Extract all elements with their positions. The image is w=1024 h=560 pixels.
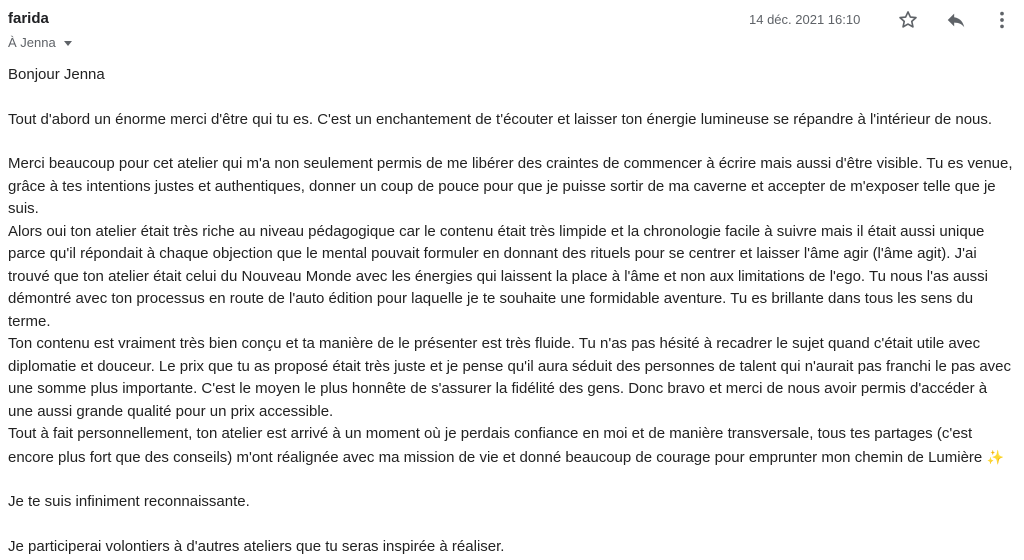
email-header	[0, 0, 1024, 60]
sparkles-icon: ✨	[986, 448, 1004, 465]
email-date: 14 déc. 2021 16:10	[749, 12, 861, 27]
star-icon	[897, 9, 919, 31]
paragraph-intro: Tout d'abord un énorme merci d'être qui tu es. C'est un enchantement de t'écouter et laisser ton énergie lumineuse se répandre à l'intérieur de nous.	[8, 110, 993, 128]
paragraph-content: Ton contenu est vraiment très bien conçu et ta manière de le présenter est très fluide. Tu n'as pas hésité à recadrer le sujet quand c'était utile avec diplomatie et douceur. Le prix que tu as proposé était très juste et je pense qu'il aura séduit des personnes de talent qui n'aurait pas franchi le pas avec une somme plus importante. C'est le moyen le plus honnête de s'assurer la fidélité des gens. Donc bravo et merci de nous avoir permis d'accéder à une aussi grande qualité pour un prix accessible.	[8, 335, 1012, 420]
paragraph-thanks: Merci beaucoup pour cet atelier qui m'a non seulement permis de me libérer des craintes de commencer à écrire mais aussi d'être visible. Tu es venue, grâce à tes intentions justes et authentiques, donner un coup de pouce pour que je puisse sortir de ma caverne et accepter de m'exposer telle que je suis.	[8, 155, 1013, 217]
spacer	[8, 514, 1016, 536]
paragraph-gratitude: Je te suis infiniment reconnaissante.	[8, 493, 250, 510]
paragraph-closing: Je participerai volontiers à d'autres ateliers que tu seras inspirée à réaliser.	[8, 537, 505, 555]
reply-button[interactable]	[942, 6, 970, 34]
chevron-down-icon	[64, 41, 72, 46]
paragraph-personal	[8, 423, 1016, 469]
sender-name[interactable]: farida	[8, 10, 49, 27]
greeting: Bonjour Jenna	[8, 66, 105, 83]
paragraph-personal-text: Tout à fait personnellement, ton atelier est arrivé à un moment où je perdais confiance en moi et de manière transversale, tous tes partages (c'est encore plus fort que des conseils) m'ont réalignée avec ma mission de vie et donné beaucoup de courage pour emprunter mon chemin de Lumière	[8, 425, 983, 466]
reply-icon	[945, 9, 967, 31]
spacer	[8, 87, 1016, 109]
more-options-button[interactable]	[988, 6, 1016, 34]
recipient-label: À Jenna	[8, 35, 56, 50]
spacer	[8, 131, 1016, 153]
paragraph-pedagogy: Alors oui ton atelier était très riche au niveau pédagogique car le contenu était très limpide et la chronologie facile à suivre mais il était aussi unique parce qu'il répondait à chaque objection que le mental pouvait formuler en donnant des rituels pour se centrer et laisser l'âme agir (l'âme agit). J'ai trouvé que ton atelier était celui du Nouveau Monde avec les énergies qui laissent la place à l'âme et non aux limitations de l'ego. Tu nous l'as aussi démontré avec ton processus en route de l'auto édition pour laquelle je te souhaite une formidable aventure. Tu es brillante dans tous les sens du terme.	[8, 222, 989, 330]
more-vertical-icon	[991, 9, 1013, 31]
spacer	[8, 469, 1016, 491]
recipient-dropdown[interactable]	[8, 35, 72, 50]
email-body	[8, 64, 1016, 558]
star-button[interactable]	[894, 6, 922, 34]
